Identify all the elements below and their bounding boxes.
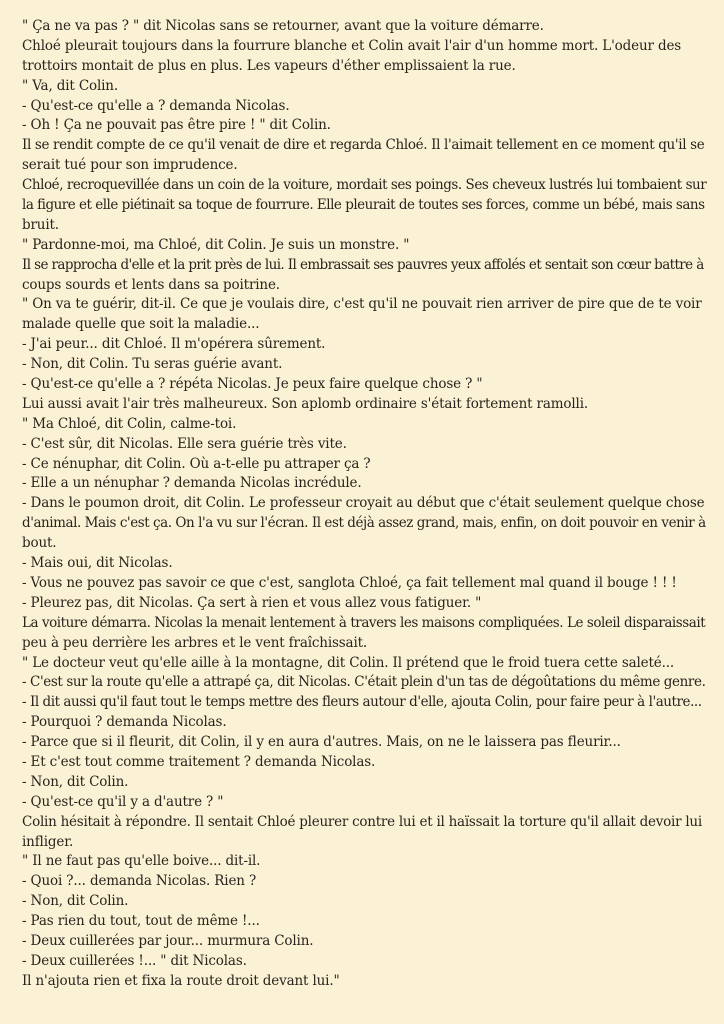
- text-line: Il n'ajouta rien et fixa la route droit devant lui.": [22, 972, 340, 989]
- text-line: - Qu'est-ce qu'elle a ? demanda Nicolas.: [22, 97, 290, 114]
- text-line: " Ça ne va pas ? " dit Nicolas sans se retourner, avant que la voiture démarre.: [22, 18, 544, 34]
- text-line: La voiture démarra. Nicolas la menait lentement à travers les maisons compliquées. Le soleil disparaissait: [22, 614, 706, 631]
- text-line: - Pleurez pas, dit Nicolas. Ça sert à rien et vous allez vous fatiguer. ": [22, 594, 482, 611]
- text-line: - Qu'est-ce qu'il y a d'autre ? ": [22, 793, 224, 810]
- text-line: - Non, dit Colin. Tu seras guérie avant.: [22, 356, 283, 373]
- text-line: " Le docteur veut qu'elle aille à la montagne, dit Colin. Il prétend que le froid tuera cette saleté...: [22, 654, 675, 671]
- text-line: - Elle a un nénuphar ? demanda Nicolas incrédule.: [22, 475, 362, 492]
- text-line: - Oh ! Ça ne pouvait pas être pire ! " dit Colin.: [22, 117, 331, 134]
- text-line: - Quoi ?... demanda Nicolas. Rien ?: [22, 873, 257, 890]
- text-line: - Deux cuillerées par jour... murmura Colin.: [22, 932, 314, 949]
- text-line: " On va te guérir, dit-il. Ce que je voulais dire, c'est qu'il ne pouvait rien arriver de pire que de te voir: [22, 296, 702, 313]
- text-line: - Deux cuillerées !... " dit Nicolas.: [22, 952, 247, 969]
- text-line: d'animal. Mais c'est ça. On l'a vu sur l'écran. Il est déjà assez grand, mais, enfin, on doit pouvoir en venir à: [22, 515, 706, 532]
- text-line: bruit.: [22, 216, 59, 233]
- text-line: malade quelle que soit la maladie...: [22, 316, 260, 333]
- text-line: - Non, dit Colin.: [22, 893, 129, 910]
- text-line: Lui aussi avait l'air très malheureux. Son aplomb ordinaire s'était fortement ramolli.: [22, 395, 589, 412]
- text-line: - Dans le poumon droit, dit Colin. Le professeur croyait au début que c'était seulement quelque chose: [22, 495, 705, 512]
- text-line: " Va, dit Colin.: [22, 77, 118, 94]
- text-line: coups sourds et lents dans sa poitrine.: [22, 276, 280, 293]
- text-line: - Ce nénuphar, dit Colin. Où a-t-elle pu attraper ça ?: [22, 455, 371, 472]
- text-line: Colin hésitait à répondre. Il sentait Chloé pleurer contre lui et il haïssait la torture qu'il allait devoir lui: [22, 813, 702, 830]
- text-block: [22, 17, 707, 992]
- text-line: - C'est sur la route qu'elle a attrapé ça, dit Nicolas. C'était plein d'un tas de dégoûtations du même genre.: [22, 674, 706, 691]
- text-line: Chloé, recroquevillée dans un coin de la voiture, mordait ses poings. Ses cheveux lustrés lui tombaient sur: [22, 177, 707, 194]
- text-line: - Vous ne pouvez pas savoir ce que c'est, sanglota Chloé, ça fait tellement mal quand il bouge ! ! !: [22, 574, 677, 591]
- text-line: peu à peu derrière les arbres et le vent fraîchissait.: [22, 634, 368, 651]
- text-line: Il se rapprocha d'elle et la prit près de lui. Il embrassait ses pauvres yeux affolés et sentait son cœur battre à: [22, 256, 704, 273]
- text-line: infliger.: [22, 833, 74, 850]
- text-line: - Et c'est tout comme traitement ? demanda Nicolas.: [22, 753, 376, 770]
- text-line: - Non, dit Colin.: [22, 773, 129, 790]
- text-line: - Pas rien du tout, tout de même !...: [22, 913, 260, 930]
- text-line: serait tué pour son imprudence.: [22, 157, 238, 174]
- text-line: - Il dit aussi qu'il faut tout le temps mettre des fleurs autour d'elle, ajouta Colin, pour faire peur à l'autre...: [22, 694, 702, 711]
- text-line: bout.: [22, 535, 57, 552]
- text-line: - Mais oui, dit Nicolas.: [22, 555, 173, 572]
- text-line: " Pardonne-moi, ma Chloé, dit Colin. Je suis un monstre. ": [22, 236, 410, 253]
- text-line: trottoirs montait de plus en plus. Les vapeurs d'éther emplissaient la rue.: [22, 57, 516, 74]
- text-line: - Qu'est-ce qu'elle a ? répéta Nicolas. Je peux faire quelque chose ? ": [22, 376, 483, 393]
- text-line: " Il ne faut pas qu'elle boive... dit-il.: [22, 853, 261, 870]
- text-line: la figure et elle piétinait sa toque de fourrure. Elle pleurait de toutes ses forces, comme un bébé, mais sans: [22, 197, 705, 214]
- text-line: Il se rendit compte de ce qu'il venait de dire et regarda Chloé. Il l'aimait tellement en ce moment qu'il se: [22, 137, 705, 154]
- text-line: " Ma Chloé, dit Colin, calme-toi.: [22, 415, 237, 432]
- text-line: - J'ai peur... dit Chloé. Il m'opérera sûrement.: [22, 336, 326, 353]
- text-line: - Pourquoi ? demanda Nicolas.: [22, 714, 227, 731]
- text-line: Chloé pleurait toujours dans la fourrure blanche et Colin avait l'air d'un homme mort. L'odeur des: [22, 37, 682, 54]
- text-line: - Parce que si il fleurit, dit Colin, il y en aura d'autres. Mais, on ne le laissera pas fleurir...: [22, 734, 621, 751]
- text-line: - C'est sûr, dit Nicolas. Elle sera guérie très vite.: [22, 435, 347, 452]
